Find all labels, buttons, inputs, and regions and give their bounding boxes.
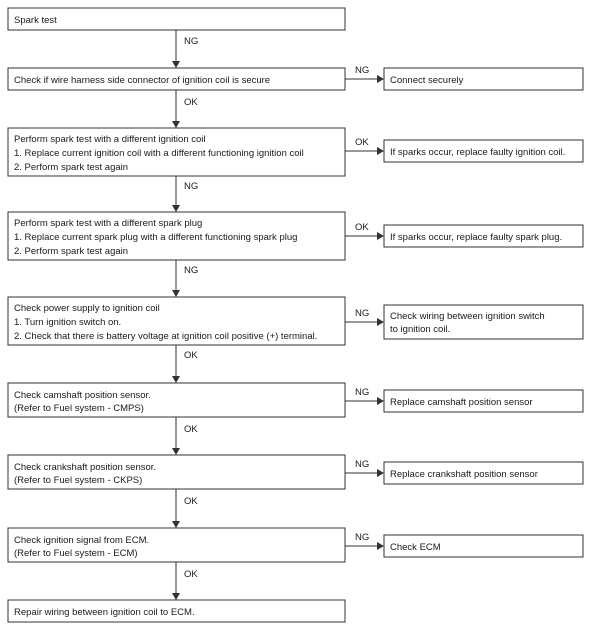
arrow-right-5 [345,387,384,405]
step-spark-test-coil-line-1: Perform spark test with a different ignition coil [14,134,206,145]
step-spark-test-line-1: Spark test [14,15,57,26]
arrow-right-7 [345,532,384,550]
arrow-down-4-label: NG [184,265,199,276]
step-spark-test-coil-line-2: 1. Replace current ignition coil with a different functioning ignition coil [14,148,304,159]
arrow-right-3 [345,222,384,240]
result-replace-cmps-line-1: Replace camshaft position sensor [390,397,533,408]
arrow-right-6 [345,459,384,477]
arrow-down-6-label: OK [184,424,198,435]
arrow-down-1 [172,30,198,68]
arrow-right-5-label: NG [355,387,370,398]
step-power-supply [8,297,345,345]
arrow-right-1 [345,65,384,83]
step-check-ckps-line-1: Check crankshaft position sensor. [14,462,157,473]
step-check-cmps-line-1: Check camshaft position sensor. [14,390,151,401]
step-spark-test-plug-line-3: 2. Perform spark test again [14,246,129,257]
step-spark-test-coil [8,128,345,176]
arrow-right-4 [345,308,384,326]
arrow-right-6-label: NG [355,459,370,470]
step-check-ecm-signal-line-2: (Refer to Fuel system - ECM) [14,548,138,559]
step-check-ckps [8,455,345,489]
step-check-connector-line-1: Check if wire harness side connector of ignition coil is secure [14,75,271,86]
step-spark-test-plug-line-1: Perform spark test with a different spark plug [14,218,203,229]
arrow-down-7-label: OK [184,496,198,507]
result-check-ecm [384,535,583,557]
step-spark-test [8,8,345,30]
result-check-ecm-line-1: Check ECM [390,542,441,553]
step-check-cmps-line-2: (Refer to Fuel system - CMPS) [14,403,144,414]
step-power-supply-line-2: 1. Turn ignition switch on. [14,317,122,328]
step-repair-wiring [8,600,345,622]
result-check-wiring-line-1: Check wiring between ignition switch [390,311,545,322]
arrow-right-3-label: OK [355,222,369,233]
step-power-supply-line-1: Check power supply to ignition coil [14,303,160,314]
arrow-down-6 [172,417,198,455]
result-check-wiring-line-2: to ignition coil. [390,324,451,335]
step-repair-wiring-line-1: Repair wiring between ignition coil to ECM. [14,607,195,618]
result-replace-ckps [384,462,583,484]
arrow-down-4 [172,260,198,297]
result-replace-coil [384,140,583,162]
step-check-ckps-line-2: (Refer to Fuel system - CKPS) [14,475,143,486]
arrow-down-8 [172,562,198,600]
step-spark-test-coil-line-3: 2. Perform spark test again [14,162,129,173]
arrow-right-1-label: NG [355,65,370,76]
result-replace-cmps [384,390,583,412]
arrow-down-8-label: OK [184,569,198,580]
arrow-right-7-label: NG [355,532,370,543]
result-replace-coil-line-1: If sparks occur, replace faulty ignition coil. [390,147,566,158]
arrow-down-7 [172,489,198,528]
step-spark-test-plug [8,212,345,260]
result-check-wiring [384,305,583,339]
step-check-cmps [8,383,345,417]
arrow-right-4-label: NG [355,308,370,319]
result-replace-plug [384,225,583,247]
result-replace-plug-line-1: If sparks occur, replace faulty spark plug. [390,232,563,243]
step-power-supply-line-3: 2. Check that there is battery voltage at ignition coil positive (+) terminal. [14,331,318,342]
step-check-connector [8,68,345,90]
arrow-down-1-label: NG [184,36,199,47]
arrow-down-5-label: OK [184,350,198,361]
arrow-right-2-label: OK [355,137,369,148]
arrow-down-2 [172,90,198,128]
step-check-ecm-signal-line-1: Check ignition signal from ECM. [14,535,150,546]
arrow-down-3-label: NG [184,181,199,192]
result-connect-securely-line-1: Connect securely [390,75,464,86]
arrow-right-2 [345,137,384,155]
step-spark-test-plug-line-2: 1. Replace current spark plug with a different functioning spark plug [14,232,298,243]
result-connect-securely [384,68,583,90]
arrow-down-5 [172,345,198,383]
arrow-down-2-label: OK [184,97,198,108]
arrow-down-3 [172,176,198,212]
result-replace-ckps-line-1: Replace crankshaft position sensor [390,469,538,480]
step-check-ecm-signal [8,528,345,562]
